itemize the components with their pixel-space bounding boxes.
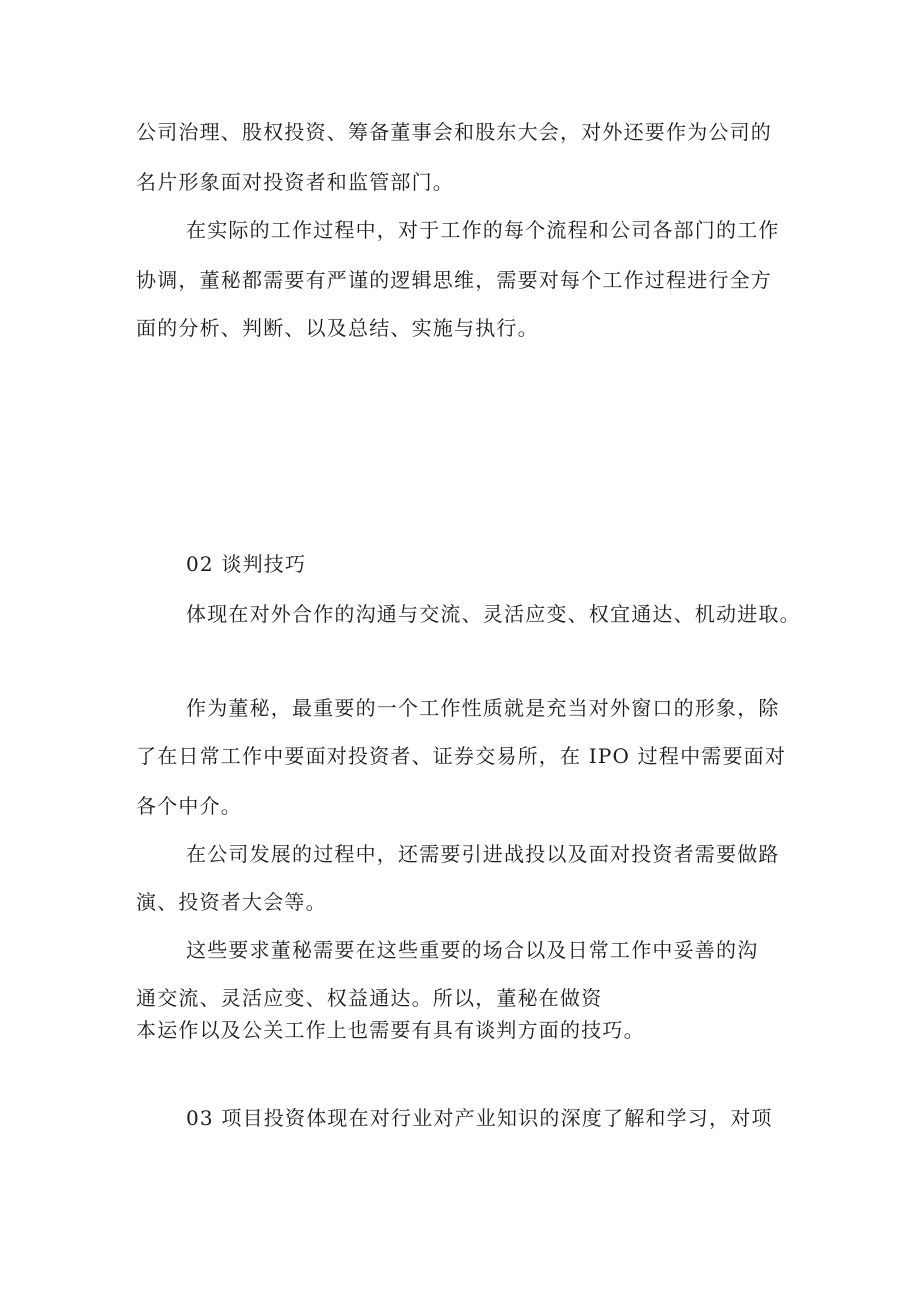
section-02-para1-line-2: 了在日常工作中要面对投资者、证券交易所，在 IPO 过程中需要面对 bbox=[136, 744, 787, 768]
work-process-line-2: 协调，董秘都需要有严谨的逻辑思维，需要对每个工作过程进行全方 bbox=[136, 268, 772, 292]
section-02-para2-line-1: 在公司发展的过程中，还需要引进战投以及面对投资者需要做路 bbox=[186, 842, 780, 866]
intro-line-1: 公司治理、股权投资、筹备董事会和股东大会，对外还要作为公司的 bbox=[136, 120, 772, 144]
section-02-summary: 体现在对外合作的沟通与交流、灵活应变、权宜通达、机动进取。 bbox=[186, 602, 801, 626]
section-02-para3-line-3: 本运作以及公关工作上也需要有具有谈判方面的技巧。 bbox=[136, 1018, 645, 1042]
section-02-heading: 02 谈判技巧 bbox=[186, 552, 307, 576]
work-process-line-3: 面的分析、判断、以及总结、实施与执行。 bbox=[136, 316, 539, 340]
section-02-para1-line-3: 各个中介。 bbox=[136, 794, 242, 818]
section-02-para3-line-1: 这些要求董秘需要在这些重要的场合以及日常工作中妥善的沟 bbox=[186, 938, 759, 962]
section-03-line-1: 03 项目投资体现在对行业对产业知识的深度了解和学习，对项 bbox=[186, 1106, 773, 1130]
intro-line-2: 名片形象面对投资者和监管部门。 bbox=[136, 170, 454, 194]
section-02-para1-line-1: 作为董秘，最重要的一个工作性质就是充当对外窗口的形象，除 bbox=[186, 696, 780, 720]
section-02-para2-line-2: 演、投资者大会等。 bbox=[136, 890, 327, 914]
work-process-line-1: 在实际的工作过程中，对于工作的每个流程和公司各部门的工作 bbox=[186, 218, 780, 242]
section-02-para3-line-2: 通交流、灵活应变、权益通达。所以，董秘在做资 bbox=[136, 986, 603, 1010]
